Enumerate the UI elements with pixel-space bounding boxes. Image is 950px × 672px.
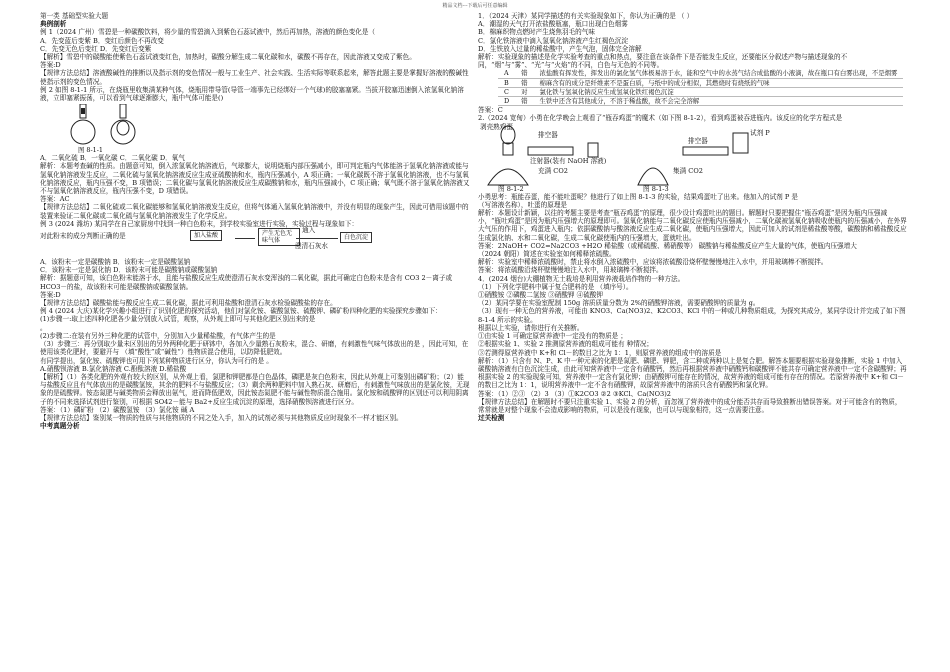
text-line: A．潮湿的天气打开浓盐酸瓶塞，瓶口出现白色烟雾 xyxy=(478,20,628,29)
text-line: 解析：（1）只含有 N、P、K 中一种元素的化肥是氮肥、磷肥、钾肥，含二种或两种以上是复合肥。解答本题要根据实验现象推断，实验 1 中加入碳酸钠溶液有白色沉淀生成，由此可知营养液中一定含有硝酸钙，然后再根据营养液中硝酸钙和碳酸钾不能共存可确定营养液中一定不含碳酸钾；再根据实验 2 的实验现象可知，营养液中一定含有氯化钾；由硝酸钾可能存在的情况，故营养液的组成可能有存在的情况。若原营养液中 K+和 Cl－的数目之比为 1：1，说明营养液中一定不含有硝酸钾，故原营养液中的溶质只含有硝酸钙和氯化钾。 xyxy=(478,356,907,390)
text-line: (2)步骤二:在装有另外三种化肥的试管中，分别加入少量稀盐酸，有气体产生的是 xyxy=(40,331,276,340)
apparatus-label-pump-2: 排空器 xyxy=(688,136,708,145)
text-line: 例 3 (2024 潍坊) 某同学在自己家厨房中找到一种白色粉末，到学校实验室进行实验，实验过程与现象如下： xyxy=(40,219,359,228)
table-cell: 浓盐酸有挥发性，挥发出的氯化氢气体极易溶于水，能和空气中的水蒸气结合成盐酸的小液滴，故在瓶口有白雾出现，不是烟雾 xyxy=(534,69,904,78)
experiment-flow xyxy=(40,228,470,258)
table-cell: A xyxy=(498,69,515,78)
text-line: （2）某同学要在实验室配制 150g 溶质质量分数为 2%的硝酸钾溶液，需要硝酸钾的质量为 g。 xyxy=(478,299,760,308)
text-line: 【规律方法总结】溶液酸碱性的推断以及指示剂的变色情况一般与工业生产、社会实践、生活实际等联系起来，解答此题主要是掌握好溶液的酸碱性使指示剂的变色情况。 xyxy=(40,69,469,86)
text-line: 1．（2024 天津）某同学描述的有关实验现象如下，你认为正确的是 （ ） xyxy=(478,12,694,20)
table-row xyxy=(498,87,903,96)
flow-box-gas: 产生无色无味气体 xyxy=(258,228,300,246)
apparatus-label-egg: 剥壳熟鸡蛋 xyxy=(480,122,513,131)
flow-arrow-label: 通入 xyxy=(302,226,316,235)
text-line: ①硝酸铵 ②磷酸二氢铵 ③硝酸钾 ④硫酸钾 xyxy=(478,291,603,300)
text-line: C．先变无色后变红 D．先变红后变紫 xyxy=(40,44,152,53)
text-line: 【规律方法总结】碳酸盐能与酸反应生成二氧化碳，据此可利用盐酸和澄清石灰水检验碳酸盐的存在。 xyxy=(40,299,337,308)
text-line: 解析：实验现象的描述是化学实验考查的重点和热点，要注意在该条件下是否能发生反应，还要能区分叙述产物与描述现象的不同，“烟”与“雾”、“光”与“火焰”的不同，白色与无色的不同等。 xyxy=(478,53,848,70)
text-line: 小勇思考：瓶能吞蛋，能不能吐蛋呢？他进行了如上图 8-1-3 的实验，结果鸡蛋吐了出来。他加入的试剂 P 是 xyxy=(478,192,798,201)
flask-icon xyxy=(70,104,96,146)
text-line: 例 4 (2024 大庆)某化学兴趣小组进行了识别化肥的探究活动，他们对氯化铵、碳酸氢铵、硫酸钾、磷矿粉四种化肥的实验探究步骤如下： xyxy=(40,307,442,316)
text-line: 【规律方法总结】鉴别某一物质的性质与其他物质的不同之处入手，加入的试剂必须与其他物质反应时现象不一样才能区别。 xyxy=(40,413,403,422)
analysis-table xyxy=(498,69,903,106)
apparatus-label-syringe: 注射器(装有 NaOH 溶液) xyxy=(530,156,607,165)
text-line: ③若测得原营养液中 K+和 Cl－的数目之比为 1：1，则原营养液的组成中的溶质是 xyxy=(478,348,722,357)
text-line: 解析：本题设计新颖，以往的考题主要是考查“瓶吞鸡蛋”的原理，很少设计鸡蛋吐出的题目。解题时只要把握住“瓶吞鸡蛋”是因为瓶内压强减小，“瓶吐鸡蛋”是因为瓶内压强增大的原理即可。氢氧化钠能与二氧化碳反应使瓶内压强减小，二氧化碳被氢氧化钠吸收使瓶内的压强减小，在外界大气压的作用下，鸡蛋进入瓶内；依据碳酸钠与酸溶液反应生成二氧化碳，使瓶内压强增大，因此可加入的试剂是稀盐酸等酸，碳酸钠和稀盐酸反应生成氯化钠、水和二氧化碳，生成二氧化碳使瓶内的压强增大，蛋就吐出。 xyxy=(478,209,907,242)
flask-balloon-icon xyxy=(110,104,136,146)
text-line: B．棉麻织物点燃时产生烧焦羽毛的气味 xyxy=(478,28,595,37)
text-line: （3）现有一种无色的营养液，可能由 KNO3、Ca(NO3)2、K2CO3、KCl 中的一种或几种物质组成，为探究其成分，某同学设计并完成了如下图 8-1-4 所示的实验。 xyxy=(478,307,906,324)
text-line: 答案:D xyxy=(40,290,61,299)
text-line: 解析：实验室中稀释浓硫酸时，禁止将水倒入浓硫酸中，应该将浓硫酸沿烧杯壁慢慢地注入水中，并用玻璃棒不断搅拌。 xyxy=(478,258,828,267)
table-cell: B xyxy=(498,78,515,87)
flow-arrow xyxy=(235,238,255,239)
table-cell: D xyxy=(498,97,515,106)
apparatus-label-co2-2: 集满 CO2 xyxy=(673,166,703,175)
text-line: 答案：2NaOH+ CO2=Na2CO3 +H2O 稀盐酸（或稀硫酸、稀硝酸等） 碳酸钠与稀盐酸反应产生大量的气体，使瓶内压强增大 xyxy=(478,241,857,250)
text-line: ②根据实验 1、实验 2 推测原营养液的组成可能有 种情况； xyxy=(478,340,654,349)
text-line: 有同学提出，氯化铵、硫酸钾也可用下列某种物质进行区分，你认为可行的是 。 xyxy=(40,356,273,365)
text-line: A.硝酸钡溶液 B.氯化钠溶液 C.酚酞溶液 D.稀盐酸 xyxy=(40,364,187,373)
text-line: (1)步骤一:取上述四种化肥各少量分别放入试管，观察，从外观上即可与其他化肥区别出来的是 xyxy=(40,315,316,324)
flow-arrow xyxy=(296,238,338,239)
text-line: （1）下列化学肥料中属于复合肥料的是 （填序号）。 xyxy=(478,282,633,291)
section-heading: 典例剖析 xyxy=(40,20,67,29)
text-line: 答案:D xyxy=(40,61,61,70)
flow-arrow-sublabel: 澄清石灰水 xyxy=(295,242,328,251)
text-line: 答案：C xyxy=(478,106,503,115)
table-row xyxy=(498,97,903,106)
text-line: （3）步骤三：再分别取少量未区别出的另外两种化肥于研钵中，各加入少量熟石灰粉末，混合、研磨，有刺激性气味气体放出的是 ，因此可知，在使用该类化肥时，要避开与 （填“酸性”或“碱性”）性物质混合使用，以防降低肥效。 xyxy=(40,340,469,357)
text-line: C．氯化铁溶液中滴入氢氧化钠溶液产生红褐色沉淀 xyxy=(478,36,629,45)
text-line: D．生铁放入过量的稀盐酸中，产生气泡，固体完全溶解 xyxy=(478,44,642,53)
text-line: 【规律方法总结】二氧化硫或二氧化碳能够和氢氧化钠溶液发生反应，但将气体通入氢氧化钠溶液中，并没有明显的现象产生，因此可借用该题中的装置来验证二氧化碳或二氧化硫与氢氧化钠溶液发生了化学反应。 xyxy=(40,203,469,220)
text-line: 2.（2024 宽甸）小勇在化学晚会上观看了“瓶吞鸡蛋”的魔术（如下图 8-1-2），看到鸡蛋被吞进瓶内。该反应的化学方程式是 xyxy=(478,114,843,123)
text-line: 4．(2024 烟台)大棚植物无土栽培是利用营养液栽培作物的一种方法。 xyxy=(478,274,685,283)
text-line: 答案：（1）②③ （2）3 （3）①K2CO3 ②2 ③KCl、Ca(NO3)2 xyxy=(478,389,671,398)
table-cell: 生铁中还含有其他成分，不溶于稀盐酸，故不会完全溶解 xyxy=(534,97,904,106)
text-line: （2024 朝阳）简述在实验室如何稀释浓硫酸。 xyxy=(478,250,616,259)
table-cell: 错 xyxy=(515,78,533,87)
text-line: 答案：将浓硫酸沿烧杯壁慢慢地注入水中，用玻璃棒不断搅拌。 xyxy=(478,266,663,275)
figure-8-1-2-8-1-3 xyxy=(478,123,908,193)
figure-caption: 图 8-1-3 xyxy=(643,184,669,193)
document-header: 精品文档---下载后可任意编辑 xyxy=(442,3,508,9)
right-column xyxy=(478,12,908,422)
text-line: C．该粉末一定是氯化钠 D．该粉末可能是碳酸钠或碳酸氢钠 xyxy=(40,266,218,275)
text-line: 第一类 基础型实验大题 xyxy=(40,12,109,20)
table-cell: 棉麻含有的成分是纤维素不是蛋白质，与纸中的成分相似，其燃烧时有烧纸的气味 xyxy=(534,78,904,87)
text-line: 【规律方法总结】在解题时不要只注重实验 1、实验 2 的分析，而忽视了营养液中的成分能否共存而导致推断出错误答案。对于可能含有的物质，常常就是对整个现象不会造成影响的物质，可以是没有现象，也可以与现象相符，这一点需要注意。 xyxy=(478,397,902,414)
section-heading: 中考真题分析 xyxy=(40,422,80,431)
text-line: A．二氧化硫 B．一氧化碳 C．二氧化碳 D．氧气 xyxy=(40,154,185,163)
text-line: 。 xyxy=(40,323,47,332)
text-line: 例 1（2024 广州）雪碧是一种碳酸饮料，将少量的雪碧滴入到紫色石蕊试液中，然后再加热，溶液的颜色变化是（ xyxy=(40,28,376,37)
apparatus-label-reagent: 试剂 P xyxy=(750,128,770,137)
apparatus-label-co2: 充满 CO2 xyxy=(538,166,568,175)
figure-caption: 图 8-1-1 xyxy=(78,146,103,155)
flow-box-precipitate: 白色沉淀 xyxy=(340,232,372,243)
text-line: 例 2 如图 8-1-1 所示，在烧瓶里收集满某种气体，烧瓶用带导管(导管一端事先已经绑好一个气球)的胶塞塞紧。当拔开胶塞迅速倒入浓氢氧化钠溶液，立即塞紧振荡，可以看到气球逐渐膨大，瓶中气体可能是() xyxy=(40,85,464,103)
apparatus-label-pump: 排空器 xyxy=(538,130,558,139)
text-line: 答案：（1）磷矿粉 （2）碳酸氢铵 （3）氯化铵 碱 A xyxy=(40,405,195,414)
text-line: ①由实验 1 可确定原营养液中一定没有的物质是 ； xyxy=(478,332,627,341)
text-line: 答案：AC xyxy=(40,195,70,204)
text-line: 根据以上实验，请你进行有关推断。 xyxy=(478,323,584,332)
table-cell: 错 xyxy=(515,97,533,106)
text-line: 解析：据题意可知，该白色粉末能溶于水，且能与盐酸反应生成使澄清石灰水变浑浊的二氧化碳，据此可确定白色粉末是含有 CO3 2－离子或 HCO3－的盐，故该粉末可能是碳酸钠或碳酸氢钠。 xyxy=(40,274,453,291)
figure-caption: 图 8-1-2 xyxy=(498,184,524,193)
table-cell: C xyxy=(498,87,515,96)
table-cell: 对 xyxy=(515,87,533,96)
text-line: A．先变蓝后变紫 B．变红后颜色不再改变 xyxy=(40,36,164,45)
text-line: A．该粉末一定是碳酸钠 B．该粉末一定是碳酸氢钠 xyxy=(40,258,191,267)
text-line: 【解析】雪碧中的碳酸能使紫色石蕊试液变红色，加热时，碳酸分解生成二氧化碳和水，碳酸不再存在，因此溶液又变成了紫色。 xyxy=(40,53,416,62)
flow-question: 对此粉末的成分判断正确的是 xyxy=(40,232,126,241)
table-row xyxy=(498,78,903,87)
flow-box-add-acid: 加入盐酸 xyxy=(190,230,222,241)
text-line: （写溶液名称），吐蛋的原理是 xyxy=(478,200,568,209)
figure-8-1-1 xyxy=(40,102,470,154)
table-cell: 错 xyxy=(515,69,533,78)
section-heading: 过关检测 xyxy=(478,414,505,423)
text-line: 【解析】（1）各类化肥的外观有较大的区别，从外观上看，氯肥和钾肥都是白色晶体，磷肥是灰白色粉末，因此从外观上可鉴别出磷矿粉；（2）能与盐酸反应且有气体放出的是碳酸氢铵，其余的肥料不与盐酸反应；（3）剩余两种肥料中加入熟石灰、研磨后，有刺激性气味放出的是氯化铵，无现象的是硫酸钾。铵态氮肥与碱类物质会释放出氨气，进而降低肥效，因此铵态氮肥不能与碱性物质混合施用。氯化铵和硫酸钾的区别还可以利用阴离子的不同来选择试剂进行鉴别，可根据 SO42－能与 Ba2+反应生成沉淀的原理，选择硝酸钡溶液进行区分。 xyxy=(40,372,470,406)
left-column xyxy=(40,12,470,430)
table-cell: 氯化铁与氢氧化钠反应生成氢氧化铁红褐色沉淀 xyxy=(534,87,904,96)
table-row xyxy=(498,69,903,78)
text-line: 解析：本题考查碱的性质。由题意可知，倒入浓氢氧化钠溶液后，气球膨大，说明烧瓶内部压强减小，即可判定瓶内气体能溶于氢氧化钠溶液或能与氢氧化钠溶液发生反应，二氧化硫与氢氧化钠溶液反应生成亚硫酸钠和水，瓶内压强减小，A 项正确；一氧化碳既不溶于氢氧化钠溶液，也不与氢氧化钠溶液反应，瓶内压强不变，B 项错误；二氧化碳与氢氧化钠溶液反应生成碳酸钠和水，瓶内压强减小，C 项正确；氧气既不溶于氢氧化钠溶液又不与氢氧化钠溶液反应，瓶内压强不变，D 项错误。 xyxy=(40,162,470,196)
